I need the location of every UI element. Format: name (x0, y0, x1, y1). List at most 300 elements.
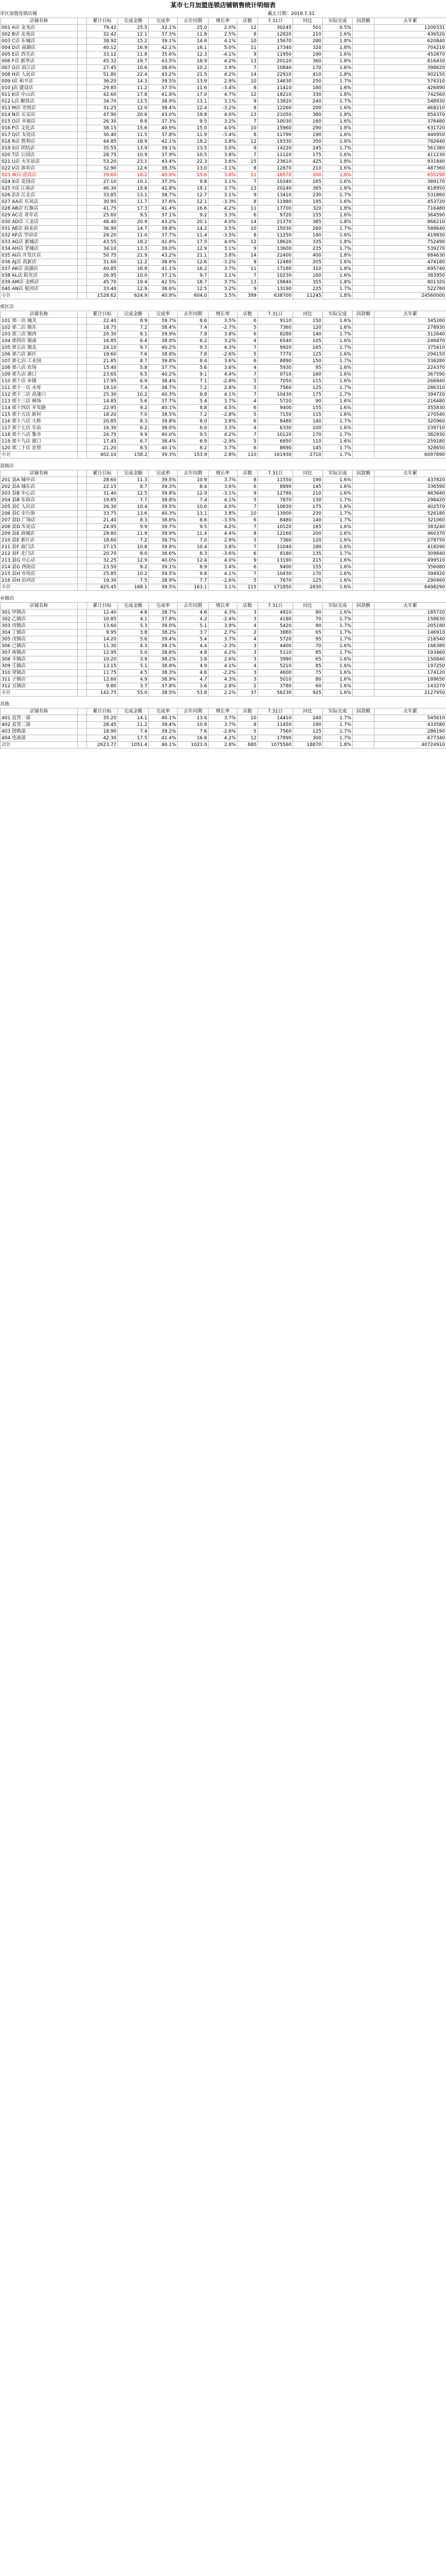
table-row (1, 663, 446, 670)
cell: 10430 (258, 571, 293, 578)
cell: 13.1 (118, 192, 149, 199)
cell: 425 (293, 159, 323, 165)
cell: 40.2% (149, 345, 178, 351)
cell: 309 壬镇店 (1, 663, 78, 670)
cell: 302 乙镇店 (1, 616, 78, 623)
cell: 545610 (374, 715, 446, 722)
table-row (1, 715, 446, 722)
cell (353, 728, 374, 735)
cell: 41.75 (87, 206, 118, 212)
cell: 12820 (258, 31, 293, 38)
cell: 36.20 (87, 78, 118, 85)
table-row (1, 139, 446, 145)
cell: 39.60 (87, 172, 118, 179)
cell: 8.0 (118, 551, 149, 557)
cell: 143270 (374, 683, 446, 690)
cell: 216 县H 沿河店 (1, 578, 78, 584)
cell: 18.90 (87, 728, 118, 735)
cell: 13.60 (87, 623, 118, 630)
cell: 38.8% (149, 517, 178, 524)
cell: 7 (237, 524, 258, 531)
cell: 36.90 (87, 226, 118, 232)
cell: 433580 (374, 722, 446, 728)
cell: 13 (237, 185, 258, 192)
cell: 38.4% (149, 378, 178, 385)
cell: 13900 (258, 511, 293, 517)
cell: 12.60 (87, 676, 118, 683)
cell: 10.5 (178, 152, 209, 159)
cell: 4.4% (209, 531, 237, 537)
cell: 4600 (258, 670, 293, 676)
cell: 10.0 (178, 504, 209, 511)
cell: 53.8 (178, 690, 209, 697)
cell: 39.5% (149, 571, 178, 578)
cell: 9.9 (118, 524, 149, 531)
table-row (1, 85, 446, 92)
cell (78, 365, 87, 371)
cell: 37.8% (149, 199, 178, 206)
cell: 112 郊十二店 高速口 (1, 392, 78, 398)
cell: 002 B店 北苑店 (1, 31, 78, 38)
sales-table (0, 18, 446, 299)
cell: 1.7% (323, 331, 353, 338)
cell: 5.1 (178, 623, 209, 630)
cell: 3.1% (209, 273, 237, 279)
cell: 25.60 (87, 212, 118, 219)
cell: 012 L店 解放店 (1, 98, 78, 105)
cell: 5 (237, 325, 258, 331)
cell: 4.2% (209, 432, 237, 438)
cell: 4.0% (209, 557, 237, 564)
report-subheader (0, 10, 446, 18)
cell: 10630 (258, 504, 293, 511)
table-row (1, 365, 446, 371)
table-row (1, 571, 446, 578)
cell: 2.8% (209, 683, 237, 690)
cell: 336280 (374, 358, 446, 365)
cell: 41.8% (149, 239, 178, 246)
cell: 16.6 (178, 206, 209, 212)
cell: 1.8% (323, 219, 353, 226)
cell (78, 192, 87, 199)
cell: 6 (237, 551, 258, 557)
cell: 累计目标 (87, 311, 118, 318)
cell: 7.5 (118, 578, 149, 584)
cell: 3.7% (209, 185, 237, 192)
cell (78, 524, 87, 531)
cell: 9 (237, 557, 258, 564)
cell: 37.7% (149, 398, 178, 405)
cell (353, 690, 374, 697)
cell (353, 145, 374, 152)
cell: 142.75 (87, 690, 118, 697)
cell: 9.5 (178, 432, 209, 438)
cell: 1075560 (258, 742, 293, 749)
table-row (1, 643, 446, 650)
cell: 3.8% (209, 511, 237, 517)
cell: 145 (293, 484, 323, 490)
cell: 16570 (258, 172, 293, 179)
table-row (1, 511, 446, 517)
cell: 866210 (374, 219, 446, 226)
cell: 210 (293, 31, 323, 38)
cell: 店数 (237, 18, 258, 25)
cell: 7.31日 (258, 470, 293, 477)
table-row (1, 445, 446, 452)
section-spacer (0, 697, 446, 701)
table-row (1, 425, 446, 432)
cell (78, 112, 87, 118)
cell: 39.5% (149, 504, 178, 511)
cell: 104 郊四店 镇南 (1, 338, 78, 345)
cell: 累计目标 (87, 18, 118, 25)
cell: 174120 (374, 670, 446, 676)
cell (353, 683, 374, 690)
cell: 2.9% (209, 78, 237, 85)
table-row (1, 246, 446, 252)
cell: 1.7% (323, 497, 353, 504)
cell: 37.1% (149, 212, 178, 219)
cell: 18.60 (87, 537, 118, 544)
cell (353, 511, 374, 517)
cell (78, 578, 87, 584)
cell: 28.75 (87, 152, 118, 159)
cell: 5 (237, 537, 258, 544)
cell: 426890 (374, 85, 446, 92)
cell: 1.6% (323, 656, 353, 663)
table-row (1, 358, 446, 365)
table-row (1, 630, 446, 636)
cell: 290 (293, 125, 323, 132)
cell (353, 105, 374, 112)
table-row (1, 650, 446, 656)
cell: 40.1% (149, 715, 178, 722)
cell: 2.7% (209, 630, 237, 636)
cell: 40.85 (87, 266, 118, 273)
cell: 180 (293, 85, 323, 92)
cell (353, 165, 374, 172)
cell: 38.0% (149, 425, 178, 432)
cell (78, 616, 87, 623)
table-row (1, 722, 446, 728)
report-title: 某市七月加盟连锁店铺销售统计明细表 (170, 2, 276, 9)
table-row (1, 118, 446, 125)
cell: 12 (237, 239, 258, 246)
cell: 10 (237, 715, 258, 722)
cell: 18210 (258, 92, 293, 98)
cell: 12.6 (178, 259, 209, 266)
cell: 实际完成 (323, 603, 353, 609)
cell (78, 325, 87, 331)
cell: 5.8 (118, 365, 149, 371)
cell: 11.8 (178, 31, 209, 38)
cell: 30.40 (87, 132, 118, 139)
cell: 8890 (258, 358, 293, 365)
cell: 1.6% (323, 531, 353, 537)
cell: 4.0% (209, 219, 237, 226)
cell: 3.8% (209, 331, 237, 338)
cell: 305 戊镇店 (1, 636, 78, 643)
cell: 21.1 (178, 252, 209, 259)
cell: 884630 (374, 252, 446, 259)
cell: 15.2 (118, 38, 149, 45)
cell: 1.8% (323, 206, 353, 212)
cell: 453720 (374, 199, 446, 206)
cell: 1.6% (323, 571, 353, 578)
cell (78, 511, 87, 517)
cell: 12.9 (118, 557, 149, 564)
cell: 37.8% (149, 616, 178, 623)
cell: 6.9 (178, 438, 209, 445)
cell: 19.10 (87, 385, 118, 392)
cell: 4.1 (118, 616, 149, 623)
cell: 30245 (258, 25, 293, 31)
cell: 320960 (374, 418, 446, 425)
cell: 3 (237, 676, 258, 683)
cell: 1.6% (323, 490, 353, 497)
cell: 9710 (258, 371, 293, 378)
cell: 1.8% (323, 239, 353, 246)
cell (353, 325, 374, 331)
cell (353, 636, 374, 643)
cell (78, 571, 87, 578)
cell: 37 (237, 690, 258, 697)
cell: 250 (293, 78, 323, 85)
cell: 2 (237, 630, 258, 636)
cell: 12780 (258, 490, 293, 497)
cell: 418290 (374, 544, 446, 551)
cell: 5.4 (178, 398, 209, 405)
cell: 7150 (258, 412, 293, 418)
cell: 10.2 (118, 571, 149, 578)
table-row (1, 564, 446, 571)
cell (353, 742, 374, 749)
cell: 9.7 (118, 345, 149, 351)
cell: -3.4% (209, 85, 237, 92)
cell: 32.25 (87, 557, 118, 564)
cell: 17.45 (87, 438, 118, 445)
cell (78, 609, 87, 616)
cell (353, 630, 374, 636)
cell (78, 45, 87, 52)
section-label: 其他 (0, 702, 10, 707)
cell: 同比 (293, 603, 323, 609)
cell: 38.5% (149, 412, 178, 418)
cell: 1.6% (323, 438, 353, 445)
cell (353, 425, 374, 432)
cell: 4.9 (118, 676, 149, 683)
cell: -2.7% (209, 325, 237, 331)
cell: 8.6 (178, 517, 209, 524)
cell: 38.7% (149, 537, 178, 544)
cell: 7 (237, 345, 258, 351)
cell: 1.6% (323, 351, 353, 358)
cell: 实际完成 (323, 18, 353, 25)
cell: 7.7 (178, 578, 209, 584)
cell: 13820 (258, 98, 293, 105)
cell: 56230 (258, 690, 293, 697)
cell: 3.1% (209, 584, 237, 591)
cell: 155 (293, 212, 323, 219)
cell: 7670 (258, 578, 293, 584)
cell: 39.8% (149, 490, 178, 497)
cell: 026 Z店 江北店 (1, 192, 78, 199)
cell: 1.6% (323, 663, 353, 670)
cell: 383950 (374, 273, 446, 279)
table-row (1, 38, 446, 45)
cell: 14.85 (87, 398, 118, 405)
cell: 45.32 (87, 58, 118, 65)
cell: 1.7% (323, 728, 353, 735)
cell (353, 118, 374, 125)
cell (78, 484, 87, 490)
cell: 005 E店 西关店 (1, 52, 78, 58)
cell: 4.5 (118, 670, 149, 676)
cell (353, 418, 374, 425)
cell: 11 (237, 172, 258, 179)
cell: 3.7% (209, 445, 237, 452)
cell (353, 551, 374, 557)
cell (353, 564, 374, 571)
cell: 10.2 (118, 392, 149, 398)
cell: 1.6% (323, 690, 353, 697)
cell: 27.15 (87, 544, 118, 551)
cell (353, 273, 374, 279)
cell: 206 县C 步行街 (1, 511, 78, 517)
cell: 3.6% (209, 484, 237, 490)
cell: 110 (237, 452, 258, 459)
cell: 38.4% (149, 438, 178, 445)
cell: 9.8 (178, 179, 209, 185)
cell: 51.80 (87, 72, 118, 78)
cell: 11245 (293, 293, 323, 299)
cell: 211 县F 南门店 (1, 544, 78, 551)
cell: 11790 (258, 132, 293, 139)
table-row (1, 683, 446, 690)
cell (78, 351, 87, 358)
cell (78, 418, 87, 425)
cell: 1.8% (323, 92, 353, 98)
cell: 3 (237, 650, 258, 656)
cell: 021 U店 火车站店 (1, 159, 78, 165)
cell: 6 (237, 564, 258, 571)
cell: 11.4 (178, 531, 209, 537)
table-row (1, 239, 446, 246)
cell (78, 663, 87, 670)
cell: 385 (293, 219, 323, 226)
cell: 13.5 (118, 98, 149, 105)
cell: 19.8 (118, 185, 149, 192)
cell: 8.9 (178, 564, 209, 571)
cell (353, 266, 374, 273)
cell: 40.1% (149, 742, 178, 749)
cell: 310 癸镇店 (1, 670, 78, 676)
cell: 3.4% (209, 564, 237, 571)
cell: 10.1 (118, 179, 149, 185)
cell: 完成率 (149, 708, 178, 715)
cell: 1.7% (323, 418, 353, 425)
cell: 12.95 (87, 650, 118, 656)
cell: 2.0% (209, 25, 237, 31)
cell: 5 (237, 412, 258, 418)
cell: 1.7% (323, 345, 353, 351)
cell (353, 676, 374, 683)
cell: 205 (293, 259, 323, 266)
cell (78, 497, 87, 504)
cell: 171850 (258, 584, 293, 591)
cell (353, 226, 374, 232)
cell: -2.8% (209, 412, 237, 418)
cell: 197250 (374, 663, 446, 670)
cell: 140 (293, 418, 323, 425)
cell: 回款额 (353, 18, 374, 25)
cell: 3.5% (209, 226, 237, 232)
cell: 1.6% (323, 338, 353, 345)
table-row (1, 199, 446, 206)
cell: 增长率 (209, 470, 237, 477)
cell: 010 J店 建设店 (1, 85, 78, 92)
cell: 1.6% (323, 609, 353, 616)
cell: 40.2% (149, 371, 178, 378)
cell: 200 (293, 105, 323, 112)
cell: 4.0% (209, 112, 237, 118)
cell (78, 98, 87, 105)
cell: -3.3% (209, 199, 237, 206)
cell (78, 219, 87, 226)
cell: 同比 (293, 708, 323, 715)
cell: 0.5% (323, 25, 353, 31)
cell (78, 78, 87, 85)
cell: 29.80 (87, 531, 118, 537)
table-row (1, 92, 446, 98)
cell: 39.8% (149, 544, 178, 551)
cell: 6 (237, 484, 258, 490)
cell (353, 616, 374, 623)
cell: 015 O店 幸福店 (1, 118, 78, 125)
cell: 3 (237, 656, 258, 663)
cell: 12.9 (178, 246, 209, 252)
cell: 8.4 (178, 358, 209, 365)
table-row (1, 172, 446, 179)
cell: 38.92 (87, 38, 118, 45)
cell (78, 636, 87, 643)
cell: 3.6% (209, 365, 237, 371)
cell: 店数 (237, 603, 258, 609)
cell: 364590 (374, 212, 446, 219)
sales-table (0, 602, 446, 697)
table-row (1, 192, 446, 199)
cell (353, 25, 374, 31)
cell: 39.1% (149, 38, 178, 45)
cell: 42.60 (87, 92, 118, 98)
cell: 37.3% (149, 118, 178, 125)
cell: 8.7 (118, 484, 149, 490)
cell: 13600 (258, 246, 293, 252)
cell: 355830 (374, 405, 446, 412)
cell: 38.4% (149, 105, 178, 112)
cell (353, 98, 374, 105)
cell (78, 85, 87, 92)
cell: 48.40 (87, 219, 118, 226)
cell: 21.40 (87, 517, 118, 524)
cell: 1.7% (323, 511, 353, 517)
cell: 22.15 (87, 484, 118, 490)
cell: 9.9 (118, 432, 149, 438)
cell: 11950 (258, 52, 293, 58)
cell: 030 AD店 工业店 (1, 219, 78, 226)
cell: 604.0 (178, 293, 209, 299)
cell: 26.95 (87, 273, 118, 279)
